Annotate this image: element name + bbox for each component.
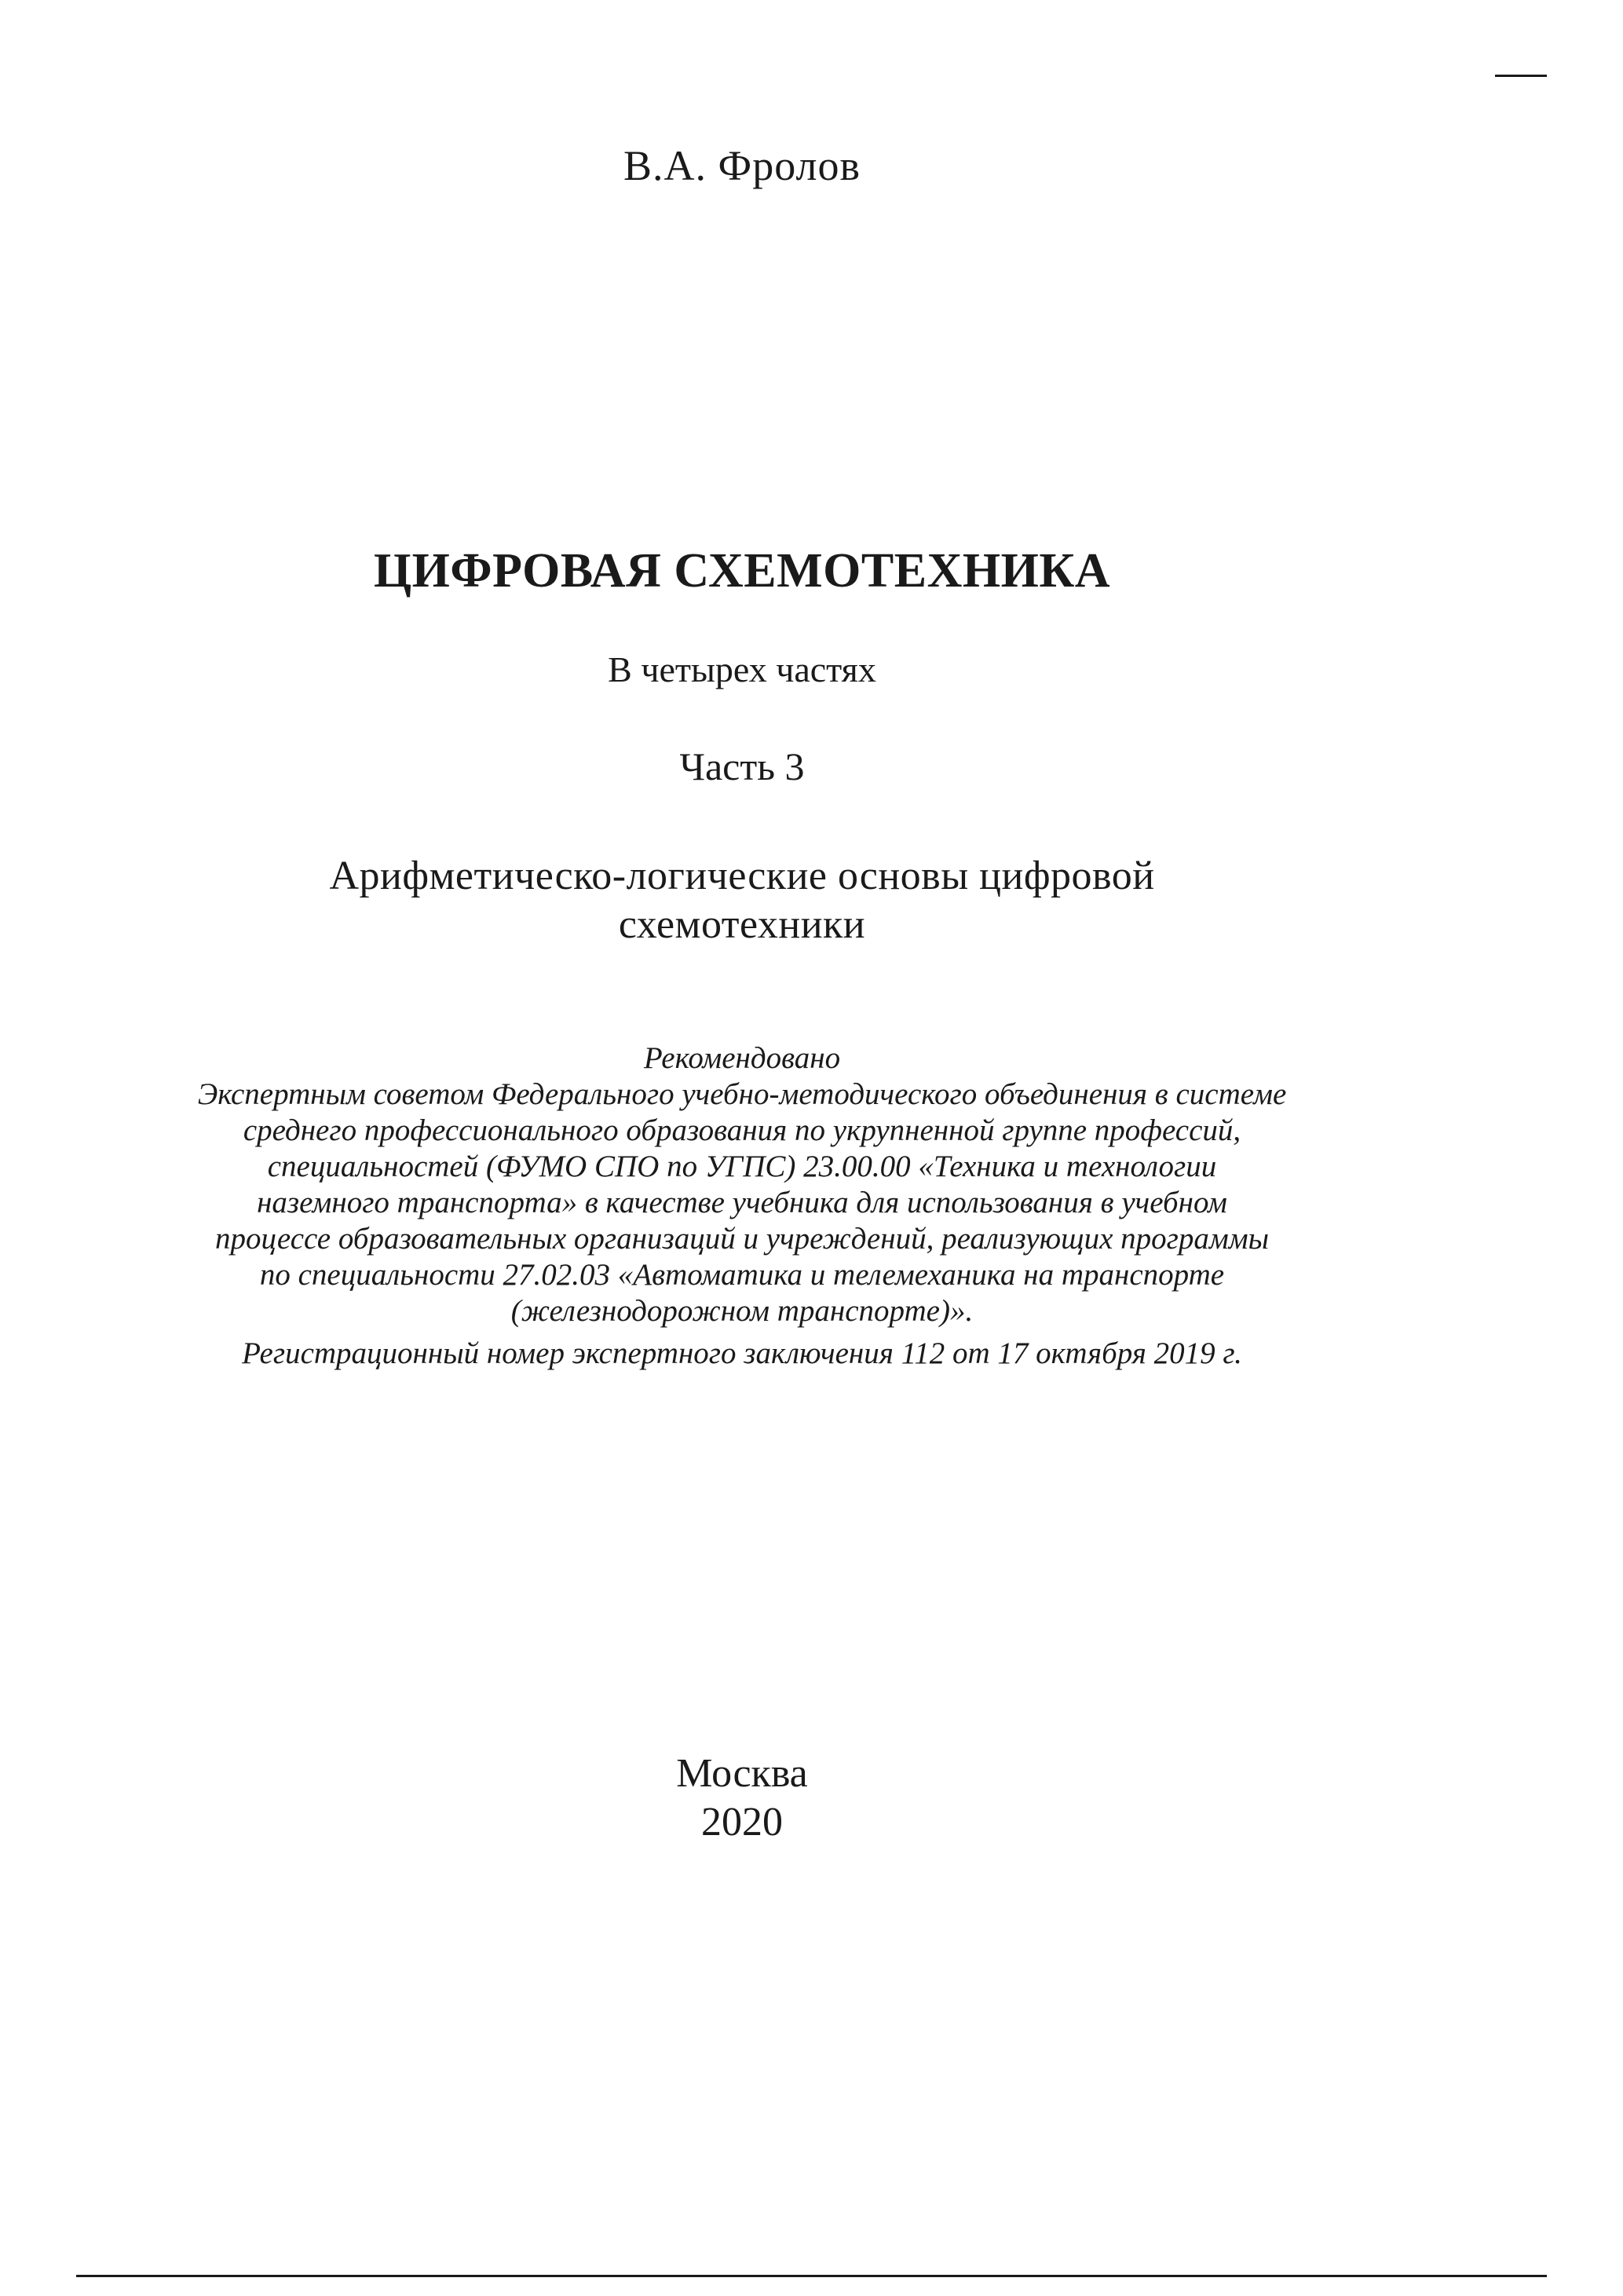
recommendation-line: специальностей (ФУМО СПО по УГПС) 23.00.00 «Техника и технологии	[267, 1150, 1217, 1183]
bottom-rule	[76, 2275, 1547, 2277]
author-name: В.А. Фролов	[623, 142, 861, 189]
imprint-year: 2020	[701, 1800, 783, 1844]
imprint-city: Москва	[676, 1751, 808, 1796]
recommendation-line: (железнодорожном транспорте)».	[510, 1294, 974, 1328]
part-number: Часть 3	[679, 744, 805, 788]
subtitle-line-2: схемотехники	[618, 902, 866, 947]
recommendation-line: процессе образовательных организаций и учреждений, реализующих программы	[214, 1222, 1270, 1256]
recommendation-line: наземного транспорта» в качестве учебника для использования в учебном	[257, 1186, 1227, 1219]
recommendation-block	[0, 1040, 1484, 1372]
recommendation-heading: Рекомендовано	[643, 1041, 841, 1075]
recommendation-line: по специальности 27.02.03 «Автоматика и телемеханика на транспорте	[259, 1258, 1225, 1292]
volumes-note: В четырех частях	[608, 649, 876, 689]
recommendation-line: среднего профессионального образования по укрупненной группе профессий,	[243, 1113, 1241, 1147]
crop-mark	[1495, 75, 1547, 77]
imprint	[0, 1749, 1484, 1847]
subtitle-line-1: Арифметическо-логические основы цифровой	[329, 854, 1155, 898]
registration-note: Регистрационный номер экспертного заключения 112 от 17 октября 2019 г.	[242, 1336, 1242, 1370]
part-subtitle	[0, 852, 1484, 949]
book-title: ЦИФРОВАЯ СХЕМОТЕХНИКА	[373, 544, 1111, 598]
recommendation-line: Экспертным советом Федерального учебно-методического объединения в системе	[197, 1077, 1287, 1111]
